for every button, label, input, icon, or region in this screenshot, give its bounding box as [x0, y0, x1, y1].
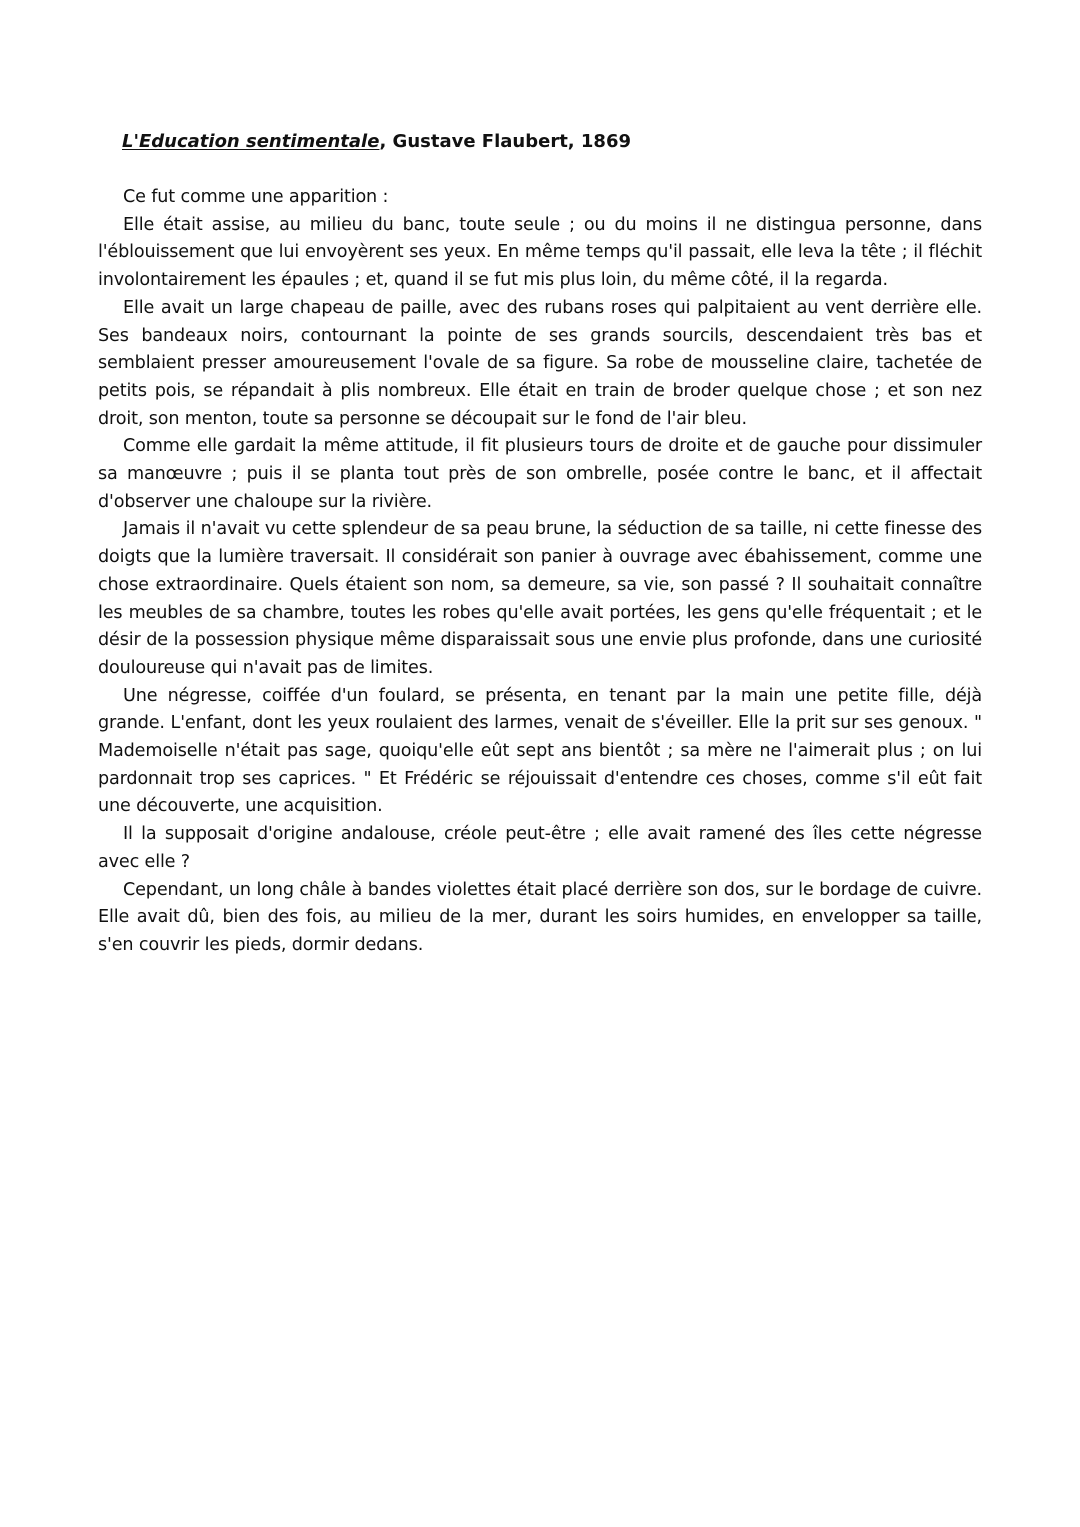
title-author-date: , Gustave Flaubert, 1869	[379, 131, 632, 152]
document-page	[98, 128, 982, 960]
paragraph-4: Comme elle gardait la même attitude, il fit plusieurs tours de droite et de gauche pour dissimuler sa manœuvre ; puis il se planta tout près de son ombrelle, posée contre le banc, et il affectait d'observer une chaloupe sur la rivière.	[98, 436, 982, 512]
paragraph-2: Elle était assise, au milieu du banc, toute seule ; ou du moins il ne distingua personne, dans l'éblouissement que lui envoyèrent ses yeux. En même temps qu'il passait, elle leva la tête ; il fléchit involontairement les épaules ; et, quand il se fut mis plus loin, du même côté, il la regarda.	[98, 214, 982, 291]
title-work: L'Education sentimentale	[122, 131, 380, 152]
paragraph-8: Cependant, un long châle à bandes violettes était placé derrière son dos, sur le bordage de cuivre. Elle avait dû, bien des fois, au milieu de la mer, durant les soirs humides, en envelopper sa taille, s'en couvrir les pieds, dormir dedans.	[98, 879, 982, 955]
paragraph-7: Il la supposait d'origine andalouse, créole peut-être ; elle avait ramené des îles cette négresse avec elle ?	[98, 824, 982, 872]
document-title	[122, 128, 982, 156]
paragraph-6: Une négresse, coiffée d'un foulard, se présenta, en tenant par la main une petite fille, déjà grande. L'enfant, dont les yeux roulaient des larmes, venait de s'éveiller. Elle la prit sur ses genoux. " Mademoiselle n'était pas sage, quoiqu'elle eût sept ans bientôt ; sa mère ne l'aimerait plus ; on lui pardonnait trop ses caprices. " Et Frédéric se réjouissait d'entendre ces choses, comme s'il eût fait une découverte, une acquisition.	[98, 685, 982, 817]
document-body	[98, 184, 982, 960]
paragraph-1: Ce fut comme une apparition :	[123, 187, 389, 207]
paragraph-5: Jamais il n'avait vu cette splendeur de sa peau brune, la séduction de sa taille, ni cette finesse des doigts que la lumière traversait. Il considérait son panier à ouvrage avec ébahissement, comme une chose extraordinaire. Quels étaient son nom, sa demeure, sa vie, son passé ? Il souhaitait connaître les meubles de sa chambre, toutes les robes qu'elle avait portées, les gens qu'elle fréquentait ; et le désir de la possession physique même disparaissait sous une envie plus profonde, dans une curiosité douloureuse qui n'avait pas de limites.	[98, 519, 982, 678]
paragraph-3: Elle avait un large chapeau de paille, avec des rubans roses qui palpitaient au vent derrière elle. Ses bandeaux noirs, contournant la pointe de ses grands sourcils, descendaient très bas et semblaient presser amoureusement l'ovale de sa figure. Sa robe de mousseline claire, tachetée de petits pois, se répandait à plis nombreux. Elle était en train de broder quelque chose ; et son nez droit, son menton, toute sa personne se découpait sur le fond de l'air bleu.	[98, 297, 982, 429]
